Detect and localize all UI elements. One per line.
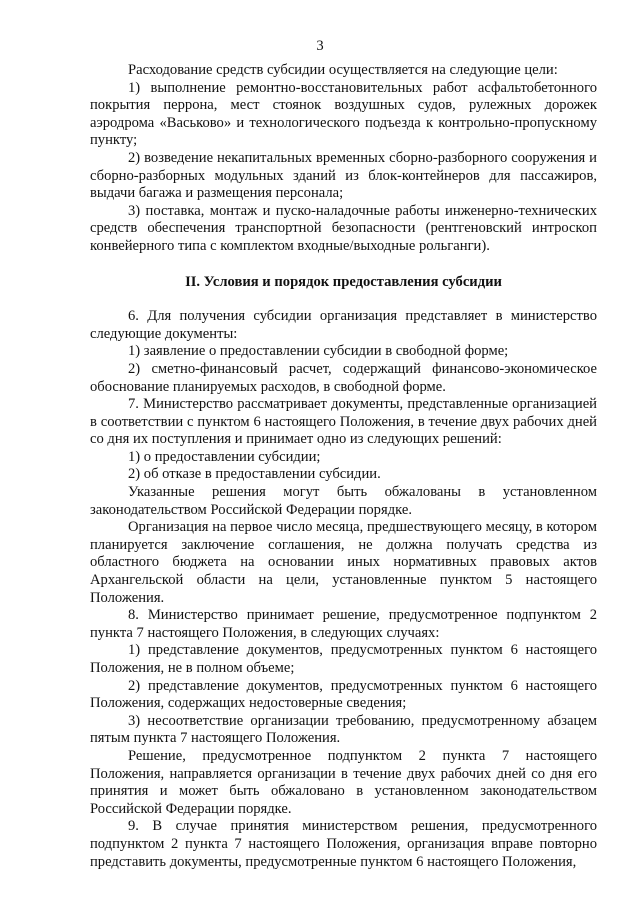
- page-number: 3: [316, 38, 324, 54]
- paragraph: 1) заявление о предоставлении субсидии в свободной форме;: [128, 343, 509, 360]
- paragraph: 2) сметно-финансовый расчет, содержащий финансово-экономическое обоснование планируемых расходов, в свободной форме.: [90, 360, 597, 395]
- section-heading: II. Условия и порядок предоставления субсидии: [185, 273, 502, 290]
- paragraph: Расходование средств субсидии осуществляется на следующие цели:: [128, 62, 558, 78]
- paragraph: 1) представление документов, предусмотренных пунктом 6 настоящего Положения, не в полном объеме;: [90, 642, 597, 676]
- paragraph: Организация на первое число месяца, предшествующего месяцу, в котором планируется заключение соглашения, не должна получать средства из областного бюджета на основании иных нормативных правовых актов Архангельской области на цели, установленные пунктом 5 настоящего Положения.: [90, 519, 597, 606]
- paragraph: 1) о предоставлении субсидии;: [128, 448, 321, 465]
- paragraph: 6. Для получения субсидии организация представляет в министерство следующие документы:: [90, 308, 597, 342]
- paragraph: 2) возведение некапитальных временных сборно-разборного сооружения и сборно-разборных модульных зданий из блок-контейнеров для пассажиров, выдачи багажа и размещения персонала;: [90, 149, 597, 202]
- paragraph: 7. Министерство рассматривает документы, представленные организацией в соответствии с пунктом 6 настоящего Положения, в течение двух рабочих дней со дня их поступления и принимает одно из следующих решений:: [90, 396, 597, 448]
- paragraph: Решение, предусмотренное подпунктом 2 пункта 7 настоящего Положения, направляется организации в течение двух рабочих дней со дня его принятия и может быть обжаловано в установленном законодательством Российской Федерации порядке.: [90, 747, 597, 817]
- paragraph: 3) поставка, монтаж и пуско-наладочные работы инженерно-технических средств обеспечения транспортной безопасности (рентгеновский интроскоп конвейерного типа с комплектом входные/выходные рольганги).: [90, 202, 597, 254]
- paragraph: 1) выполнение ремонтно-восстановительных работ асфальтобетонного покрытия перрона, мест стоянок воздушных судов, рулежных дорожек аэродрома «Васьково» и технологического подъезда к контрольно-пропускному пункту;: [90, 79, 597, 149]
- paragraph: 3) несоответствие организации требованию, предусмотренному абзацем пятым пункта 7 настоящего Положения.: [90, 712, 597, 747]
- document-body: [90, 62, 597, 871]
- paragraph: Указанные решения могут быть обжалованы в установленном законодательством Российской Федерации порядке.: [90, 484, 597, 518]
- paragraph: 8. Министерство принимает решение, предусмотренное подпунктом 2 пункта 7 настоящего Положения, в следующих случаях:: [90, 607, 597, 641]
- paragraph: 2) об отказе в предоставлении субсидии.: [128, 466, 381, 483]
- paragraph: 9. В случае принятия министерством решения, предусмотренного подпунктом 2 пункта 7 настоящего Положения, организация вправе повторно представить документы, предусмотренные пунктом 6 настоящего Положения,: [90, 818, 597, 870]
- paragraph: 2) представление документов, предусмотренных пунктом 6 настоящего Положения, содержащих недостоверные сведения;: [90, 677, 597, 712]
